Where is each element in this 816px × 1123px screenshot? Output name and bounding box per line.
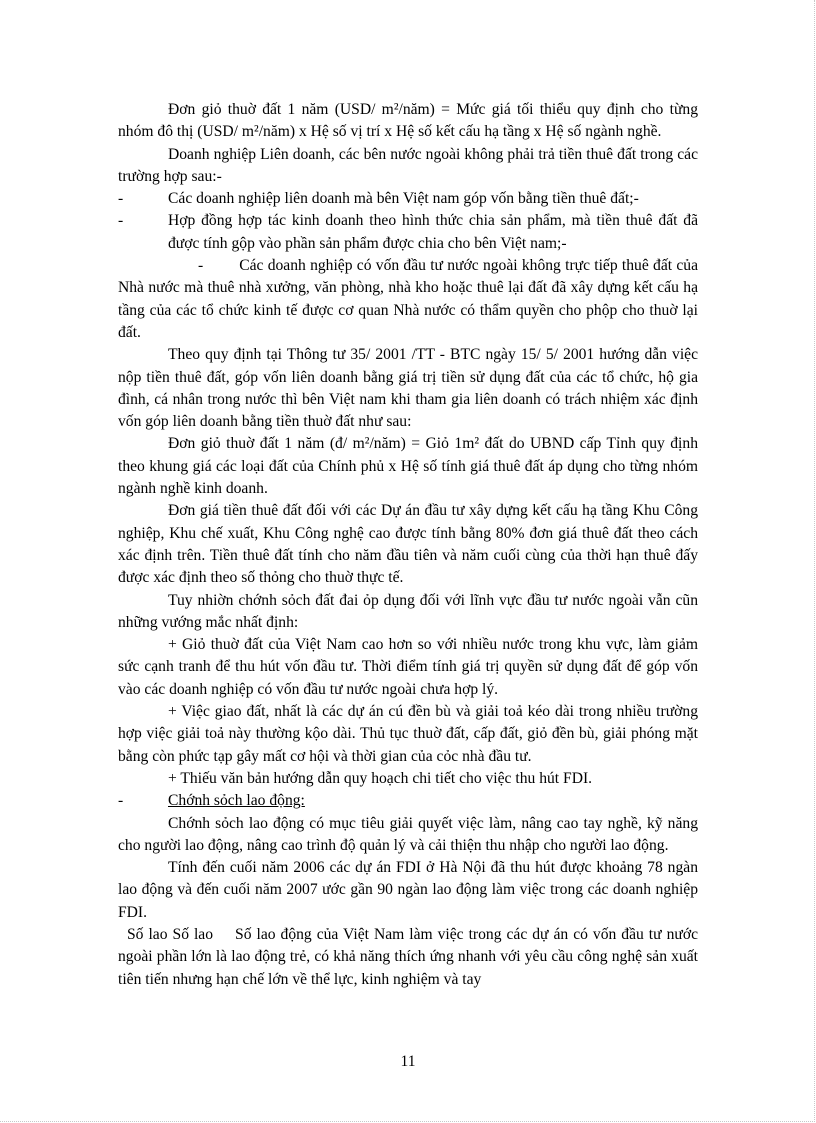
bullet-dash: - <box>198 257 204 275</box>
list-item-text: Hợp đồng hợp tác kinh doanh theo hình thức chia sản phẩm, mà tiền thuê đất đã được tính gộp vào phần sản phẩm được chia cho bên Việt nam;- <box>168 212 698 252</box>
list-item-exemption-2 <box>118 210 698 255</box>
paragraph-exemption-intro: Doanh nghiệp Liên doanh, các bên nước ngoài không phải trả tiền thuê đất trong các trường hợp sau:- <box>118 145 698 185</box>
paragraph-issue-land-allocation: + Việc giao đất, nhất là các dự án cú đền bù và giải toả kéo dài trong nhiều trường hợp việc giải toả này thường kộo dài. Thủ tục thuờ đất, cấp đất, giỏ đền bù, giải phóng mặt bằng còn phức tạp gây mất cơ hội và thời gian của cỏc nhà đầu tư. <box>118 703 698 765</box>
labor-policy-heading: Chớnh sỏch lao động: <box>168 792 305 810</box>
paragraph-labor-statistics: Tính đến cuối năm 2006 các dự án FDI ở Hà Nội đã thu hút được khoảng 78 ngàn lao động và đến cuối năm 2007 ước gần 90 ngàn lao động làm việc trong các doanh nghiệp FDI. <box>118 859 698 921</box>
page-number: 11 <box>400 1053 416 1070</box>
paragraph-land-policy-issues: Tuy nhiờn chớnh sỏch đất đai ỏp dụng đối với lĩnh vực đầu tư nước ngoài vẫn cũn những vướng mắc nhất định: <box>118 591 698 631</box>
list-item-exemption-3 <box>118 255 698 344</box>
paragraph-issue-planning: + Thiếu văn bản hướng dẫn quy hoạch chi tiết cho việc thu hút FDI. <box>168 769 593 787</box>
list-item-exemption-1 <box>118 188 698 210</box>
bullet-dash: - <box>118 190 124 208</box>
section-heading-labor-policy <box>118 790 698 812</box>
paragraph-issue-high-rent: + Giỏ thuờ đất của Việt Nam cao hơn so với nhiều nước trong khu vực, làm giảm sức cạnh tranh để thu hút vốn đầu tư. Thời điểm tính giá trị quyền sử dụng đất để góp vốn vào các doanh nghiệp có vốn đầu tư nước ngoài chưa hợp lý. <box>118 636 698 698</box>
paragraph-land-rent-formula: Đơn giỏ thuờ đất 1 năm (USD/ m²/năm) = Mức giá tối thiểu quy định cho từng nhóm đô thị (USD/ m²/năm) x Hệ số vị trí x Hệ số kết cấu hạ tầng x Hệ số ngành nghề. <box>118 101 698 141</box>
paragraph-industrial-zone-rent: Đơn giá tiền thuê đất đối với các Dự án đầu tư xây dựng kết cấu hạ tầng Khu Công nghiệp, Khu chế xuất, Khu Công nghệ cao được tính bằng 80% đơn giá thuê đất theo cách xác định trên. Tiền thuê đất tính cho năm đầu tiên và năm cuối cùng của thời hạn thuê đấy được xác định theo số thỏng cho thuờ thực tế. <box>118 502 698 587</box>
paragraph-rent-price-formula: Đơn giỏ thuờ đất 1 năm (đ/ m²/năm) = Giỏ 1m² đất do UBND cấp Tỉnh quy định theo khung giá các loại đất của Chính phủ x Hệ số tính giá thuê đất áp dụng cho từng nhóm ngành nghề kinh doanh. <box>118 435 698 498</box>
paragraph-labor-policy-goals: Chớnh sỏch lao động có mục tiêu giải quyết việc làm, nâng cao tay nghề, kỹ năng cho người lao động, nâng cao trình độ quản lý và cải thiện thu nhập cho người lao động. <box>118 814 698 854</box>
bullet-dash: - <box>118 212 124 230</box>
document-body <box>118 99 698 991</box>
bullet-dash: - <box>118 792 124 810</box>
list-item-text: Các doanh nghiệp có vốn đầu tư nước ngoài không trực tiếp thuê đất của Nhà nước mà thuê nhà xưởng, văn phòng, nhà kho hoặc thuê lại đất đã xây dựng kết cấu hạ tầng của các tổ chức kinh tế được cơ quan Nhà nước có thẩm quyền cho phộp cho thuờ lại đất. <box>118 257 698 341</box>
paragraph-circular-35: Theo quy định tại Thông tư 35/ 2001 /TT - BTC ngày 15/ 5/ 2001 hướng dẫn việc nộp tiền thuê đất, góp vốn liên doanh bằng giá trị tiền sử dụng đất của các tổ chức, hộ gia đình, cá nhân trong nước thì bên Việt nam khi tham gia liên doanh có trách nhiệm xác định vốn góp liên doanh bằng tiền thuờ đất như sau: <box>118 346 698 431</box>
paragraph-labor-characteristics <box>118 924 698 991</box>
stray-label: Số lao <box>172 925 214 943</box>
paragraph-text: Số lao động của Việt Nam làm việc trong các dự án có vốn đầu tư nước ngoài phần lớn là lao động trẻ, có khả năng thích ứng nhanh với yêu cầu công nghệ sản xuất tiên tiến nhưng hạn chế lớn về thể lực, kinh nghiệm và tay <box>118 925 698 988</box>
stray-label: Số lao <box>127 925 168 943</box>
list-item-text: Các doanh nghiệp liên doanh mà bên Việt nam góp vốn bằng tiền thuê đất;- <box>168 190 639 208</box>
